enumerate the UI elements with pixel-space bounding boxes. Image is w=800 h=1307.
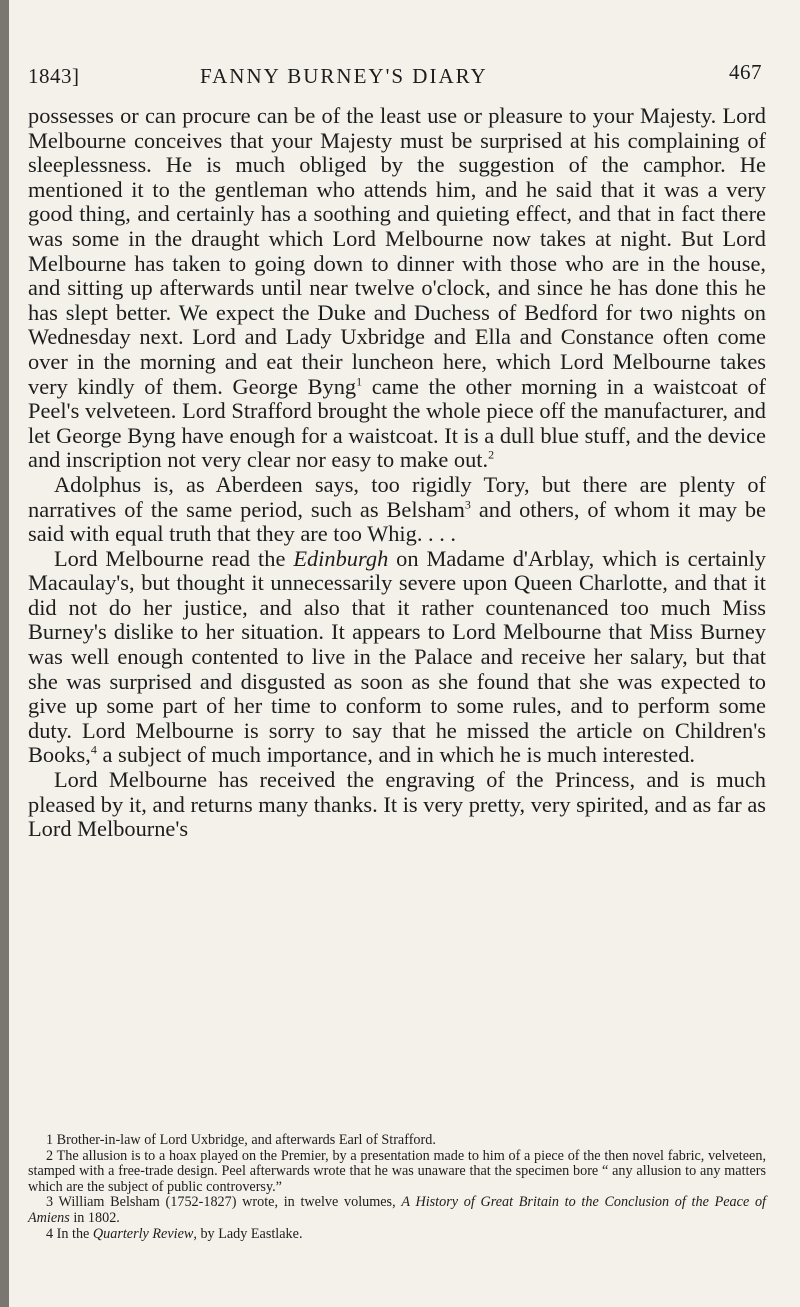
text-run: on Madame d'Arblay, which is certainly Macaulay's, but thought it unnecessarily severe upon Queen Charlotte, and that it did not do her justice, and also that it rather countenanced too much Miss Burney's dislike to her situation. It appears to Lord Melbourne that Miss Burney was well enough contented to live in the Palace and receive her salary, but that she was surprised and disgusted as soon as she found that she was expected to give up some part of her time to conform to some rules, and to perform some duty. Lord Melbourne is sorry to say that he missed the article on Children's Books, <box>28 545 766 768</box>
italic-title: Quarterly Review <box>92 1225 194 1242</box>
text-run: came the other morning in a waistcoat of Peel's velveteen. Lord Strafford brought the whole piece off the manufacturer, and let George Byng have enough for a waistcoat. It is a dull blue stuff, and the device and inscription not very clear nor easy to make out. <box>28 373 766 473</box>
body-text <box>28 104 766 842</box>
text-run: 1 Brother-in-law of Lord Uxbridge, and afterwards Earl of Strafford. <box>46 1132 436 1148</box>
text-run: Lord Melbourne read the <box>54 545 294 571</box>
footnote-marker: 4 <box>90 742 97 757</box>
paragraph-4 <box>28 768 766 842</box>
footnote-2 <box>28 1149 766 1196</box>
paragraph-2 <box>28 473 766 547</box>
footnote-1 <box>28 1133 766 1149</box>
italic-title: Edinburgh <box>293 545 389 571</box>
text-run: Lord Melbourne has received the engraving of the Princess, and is much pleased by it, and returns many thanks. It is very pretty, very spirited, and as far as Lord Melbourne's <box>28 767 766 842</box>
page-number: 467 <box>729 60 762 84</box>
text-run: 2 The allusion is to a hoax played on the Premier, by a presentation made to him of a piece of the then novel fabric, velveteen, stamped with a free-trade design. Peel afterwards wrote that he was unaware that the specimen bore “ any allusion to any matters which are the subject of public controversy.” <box>28 1147 766 1195</box>
italic-title: A History of Great Britain to the Conclusion of the Peace of Amiens <box>28 1194 766 1226</box>
page-edge-shadow <box>0 0 9 1307</box>
footnote-marker: 2 <box>488 447 495 462</box>
running-head-year: 1843] <box>28 64 80 88</box>
paragraph-1 <box>28 104 766 473</box>
footnote-3 <box>28 1195 766 1226</box>
footnotes <box>28 1133 766 1242</box>
text-run: , by Lady Eastlake. <box>193 1225 303 1242</box>
footnote-marker: 3 <box>464 497 471 512</box>
text-run: a subject of much importance, and in which he is much interested. <box>96 742 695 768</box>
paragraph-3 <box>28 547 766 768</box>
footnote-4 <box>28 1227 766 1243</box>
text-run: Adolphus is, as Aberdeen says, too rigidly Tory, but there are plenty of narratives of the same period, such as Belsham <box>28 471 766 522</box>
book-page <box>28 0 766 1307</box>
running-head <box>28 60 766 94</box>
text-run: in 1802. <box>69 1209 120 1226</box>
text-run: possesses or can procure can be of the least use or pleasure to your Majesty. Lord Melbourne conceives that your Majesty must be surprised at his complaining of sleeplessness. He is much obliged by the suggestion of the camphor. He mentioned it to the gentleman who attends him, and he said that it was a very good thing, and certainly has a soothing and quieting effect, and that in fact there was some in the draught which Lord Melbourne now takes at night. But Lord Melbourne has taken to going down to dinner with those who are in the house, and sitting up afterwards until near twelve o'clock, and since he has done this he has slept better. We expect the Duke and Duchess of Bedford for two nights on Wednesday next. Lord and Lady Uxbridge and Ella and Constance often come over in the morning and eat their luncheon here, which Lord Melbourne takes very kindly of them. George Byng <box>28 103 766 399</box>
text-run: 4 In the <box>46 1225 93 1242</box>
text-run: 3 William Belsham (1752-1827) wrote, in twelve volumes, <box>46 1194 402 1211</box>
text-run: and others, of whom it may be said with equal truth that they are too Whig. . . . <box>28 496 766 547</box>
running-head-title: FANNY BURNEY'S DIARY <box>200 64 488 88</box>
footnote-marker: 1 <box>356 374 363 389</box>
